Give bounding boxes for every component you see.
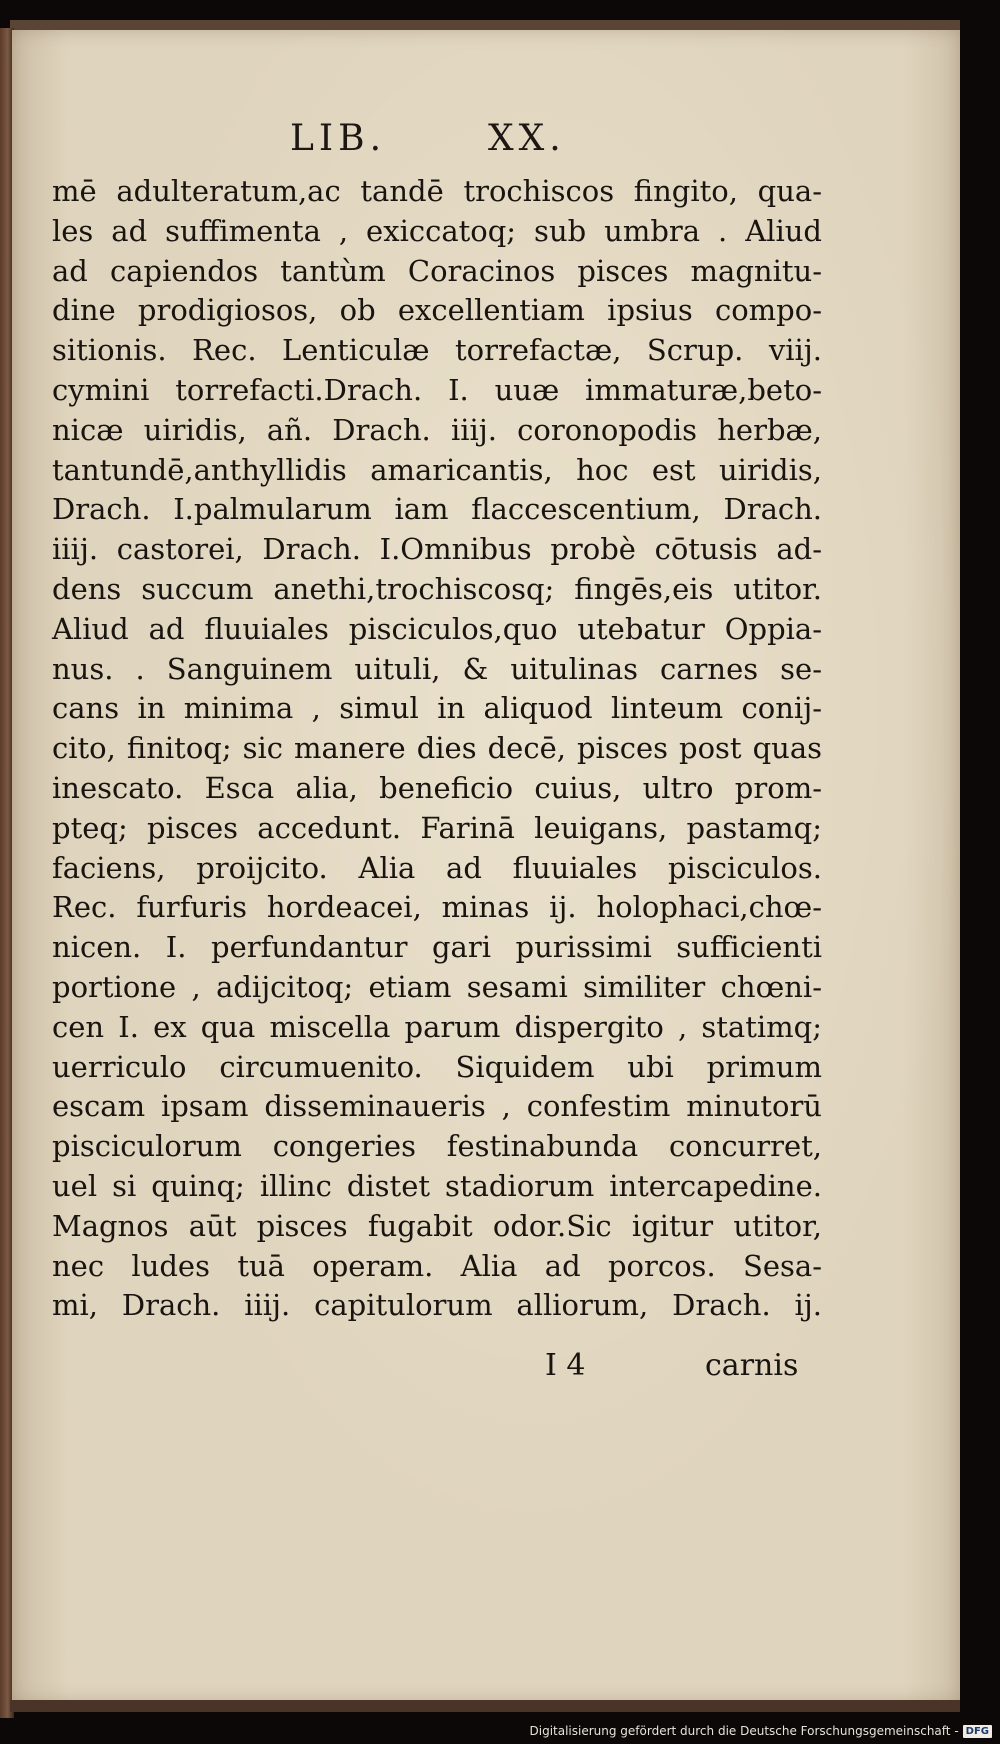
header-number: XX. xyxy=(488,118,566,159)
digitization-credit xyxy=(530,1724,993,1738)
text-line: nicen. I. perfundantur gari purissimi sufficienti xyxy=(52,930,822,965)
catchword: carnis xyxy=(705,1348,799,1383)
text-line: Magnos aūt pisces fugabit odor.Sic igitur utitor, xyxy=(52,1208,822,1243)
text-line: dens succum anethi,trochiscosq; fingēs,eis utitor. xyxy=(52,571,822,606)
text-line: ad capiendos tantùm Coracinos pisces magnitu- xyxy=(52,253,822,288)
dfg-logo: DFG xyxy=(963,1725,992,1738)
text-line: mi, Drach. iiij. capitulorum alliorum, Drach. ij. xyxy=(52,1288,822,1323)
body-text xyxy=(52,172,822,1326)
text-line: nus. . Sanguinem uituli, & uitulinas carnes se- xyxy=(52,651,822,686)
text-line: cen I. ex qua miscella parum dispergito , statimq; xyxy=(52,1009,822,1044)
text-line: nec ludes tuā operam. Alia ad porcos. Sesa- xyxy=(52,1248,822,1283)
text-line: nicæ uiridis, añ. Drach. iiij. coronopodis herbæ, xyxy=(52,412,822,447)
text-line: uerriculo circumuenito. Siquidem ubi primum xyxy=(52,1049,822,1084)
text-line: tantundē,anthyllidis amaricantis, hoc est uiridis, xyxy=(52,452,822,487)
text-line: Drach. I.palmularum iam flaccescentium, Drach. xyxy=(52,492,822,527)
text-line: les ad suffimenta , exiccatoq; sub umbra . Aliud xyxy=(52,213,822,248)
text-line: cymini torrefacti.Drach. I. uuæ immaturæ,beto- xyxy=(52,372,822,407)
text-line: uel si quinq; illinc distet stadiorum intercapedine. xyxy=(52,1168,822,1203)
text-line: pteq; pisces accedunt. Farinā leuigans, pastamq; xyxy=(52,810,822,845)
text-line: inescato. Esca alia, beneficio cuius, ultro prom- xyxy=(52,770,822,805)
text-line: mē adulteratum,ac tandē trochiscos fingito, qua- xyxy=(52,174,822,208)
text-line: cito, finitoq; sic manere dies decē, pisces post quas xyxy=(52,731,822,766)
text-line: escam ipsam disseminaueris , confestim minutorū xyxy=(52,1089,822,1124)
text-line: Rec. furfuris hordeacei, minas ij. holophaci,chœ- xyxy=(52,890,822,925)
running-header xyxy=(0,118,1000,158)
bottom-edge xyxy=(10,1700,960,1712)
text-line: pisciculorum congeries festinabunda concurret, xyxy=(52,1129,822,1164)
credit-text: Digitalisierung gefördert durch die Deutsche Forschungsgemeinschaft - xyxy=(529,1724,959,1738)
signature-mark: I 4 xyxy=(545,1348,586,1383)
text-line: iiij. castorei, Drach. I.Omnibus probè cōtusis ad- xyxy=(52,532,822,567)
text-line: sitionis. Rec. Lenticulæ torrefactæ, Scrup. viij. xyxy=(52,333,822,368)
text-line: dine prodigiosos, ob excellentiam ipsius compo- xyxy=(52,293,822,328)
text-line: cans in minima , simul in aliquod linteum conij- xyxy=(52,691,822,726)
text-line: portione , adijcitoq; etiam sesami similiter chœni- xyxy=(52,969,822,1004)
text-line: Aliud ad fluuiales pisciculos,quo utebatur Oppia- xyxy=(52,611,822,646)
text-line: faciens, proijcito. Alia ad fluuiales pisciculos. xyxy=(52,850,822,885)
header-book: LIB. xyxy=(290,118,387,159)
